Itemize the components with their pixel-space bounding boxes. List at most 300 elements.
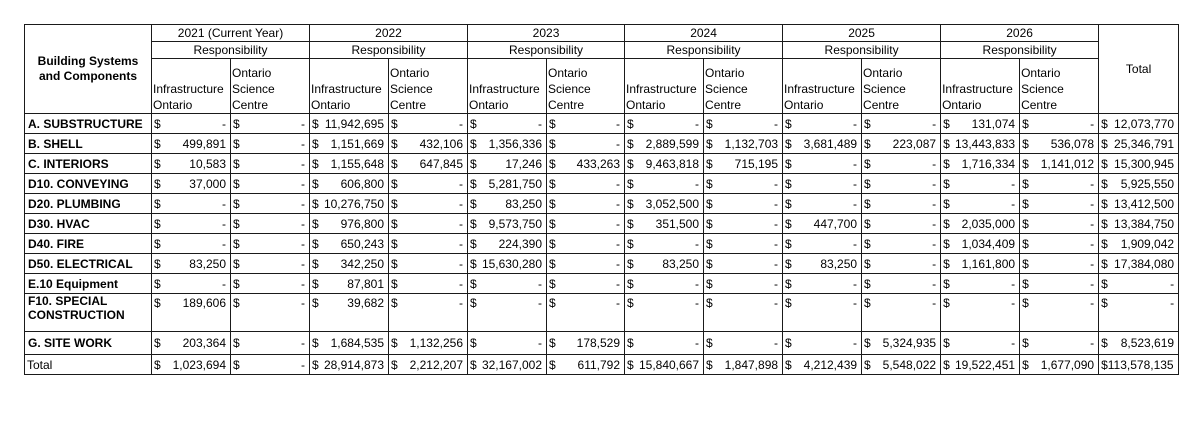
cell-value: 1,356,336 [488, 136, 543, 151]
currency-symbol: $ [154, 116, 161, 131]
cell-value: - [774, 296, 779, 310]
currency-symbol: $ [864, 156, 871, 171]
currency-symbol: $ [943, 136, 950, 151]
currency-symbol: $ [785, 357, 792, 372]
money-cell [704, 154, 783, 174]
currency-symbol: $ [627, 216, 634, 231]
table-row [25, 294, 1179, 332]
money-cell [231, 174, 310, 194]
cell-value: 1,023,694 [172, 357, 226, 372]
money-cell [1099, 154, 1179, 174]
cell-value: - [301, 136, 305, 151]
money-cell [310, 134, 389, 154]
currency-symbol: $ [864, 216, 871, 231]
table-row [25, 254, 1179, 274]
currency-symbol: $ [549, 336, 556, 350]
cell-value: - [932, 256, 937, 271]
cell-value: 3,052,500 [645, 196, 700, 211]
cell-value: 2,035,000 [961, 216, 1016, 231]
currency-symbol: $ [154, 256, 161, 271]
currency-symbol: $ [154, 296, 161, 310]
responsibility-header: Responsibility [310, 42, 468, 59]
money-cell [468, 194, 547, 214]
money-cell [941, 294, 1020, 332]
total-header: Total [1099, 25, 1179, 114]
row-label: C. INTERIORS [25, 154, 152, 174]
cell-value: - [301, 276, 305, 291]
cell-value: 12,073,770 [1114, 116, 1175, 131]
table-row [25, 234, 1179, 254]
currency-symbol: $ [627, 196, 634, 211]
ontario-science-centre-header: Ontario Science Centre [862, 59, 941, 114]
money-cell [231, 154, 310, 174]
cell-value: 32,167,002 [481, 357, 543, 372]
cell-value: - [774, 196, 779, 211]
currency-symbol: $ [785, 236, 792, 251]
money-cell [231, 332, 310, 355]
cell-value: - [853, 116, 858, 131]
cell-value: 28,914,873 [323, 357, 384, 372]
cell-value: - [1090, 276, 1095, 291]
cell-value: 499,891 [182, 136, 226, 151]
currency-symbol: $ [233, 336, 240, 350]
cell-value: 2,212,207 [409, 357, 464, 372]
cell-value: 83,250 [662, 256, 700, 271]
cell-value: 17,384,080 [1114, 256, 1175, 271]
currency-symbol: $ [391, 336, 398, 350]
currency-symbol: $ [627, 156, 634, 171]
money-cell [625, 214, 704, 234]
money-cell [1020, 114, 1099, 134]
money-cell [704, 355, 783, 375]
responsibility-header: Responsibility [783, 42, 941, 59]
currency-symbol: $ [1101, 156, 1108, 171]
currency-symbol: $ [391, 176, 398, 191]
subheader-row [25, 59, 1179, 114]
row-label: E.10 Equipment [25, 274, 152, 294]
cell-value: 15,630,280 [481, 256, 543, 271]
money-cell [1020, 254, 1099, 274]
money-cell [231, 355, 310, 375]
money-cell [862, 154, 941, 174]
infrastructure-ontario-header: Infrastructure Ontario [310, 59, 389, 114]
money-cell [941, 194, 1020, 214]
currency-symbol: $ [470, 256, 477, 271]
cell-value: 1,155,648 [330, 156, 384, 171]
cell-value: - [1090, 216, 1095, 231]
cell-value: 10,276,750 [323, 196, 384, 211]
money-cell [783, 274, 862, 294]
cell-value: 447,700 [813, 216, 858, 231]
currency-symbol: $ [154, 196, 161, 211]
ontario-science-centre-header: Ontario Science Centre [389, 59, 468, 114]
cell-value: - [616, 256, 621, 271]
currency-symbol: $ [233, 116, 240, 131]
cell-value: - [301, 176, 305, 191]
money-cell [704, 194, 783, 214]
currency-symbol: $ [706, 136, 713, 151]
currency-symbol: $ [1101, 276, 1108, 291]
cell-value: 433,263 [576, 156, 621, 171]
currency-symbol: $ [154, 136, 161, 151]
responsibility-row [25, 42, 1179, 59]
currency-symbol: $ [470, 276, 477, 291]
row-label: D50. ELECTRICAL [25, 254, 152, 274]
cell-value: - [222, 116, 226, 131]
cell-value: 83,250 [505, 196, 543, 211]
money-cell [310, 194, 389, 214]
cell-value: - [1170, 296, 1175, 310]
money-cell [547, 214, 625, 234]
cell-value: 5,281,750 [488, 176, 543, 191]
currency-symbol: $ [549, 276, 556, 291]
money-cell [625, 134, 704, 154]
responsibility-header: Responsibility [941, 42, 1099, 59]
currency-symbol: $ [785, 256, 792, 271]
money-cell [941, 332, 1020, 355]
currency-symbol: $ [943, 296, 950, 310]
money-cell [704, 114, 783, 134]
building-systems-cost-table [24, 24, 1179, 375]
money-cell [941, 355, 1020, 375]
money-cell [468, 254, 547, 274]
currency-symbol: $ [706, 216, 713, 231]
currency-symbol: $ [785, 116, 792, 131]
money-cell [152, 174, 231, 194]
cell-value: 976,800 [340, 216, 384, 231]
cell-value: - [774, 116, 779, 131]
responsibility-header: Responsibility [468, 42, 625, 59]
money-cell [1020, 274, 1099, 294]
responsibility-header: Responsibility [152, 42, 310, 59]
ontario-science-centre-header: Ontario Science Centre [547, 59, 625, 114]
infrastructure-ontario-header: Infrastructure Ontario [941, 59, 1020, 114]
cell-value: - [459, 236, 464, 251]
currency-symbol: $ [943, 196, 950, 211]
money-cell [704, 134, 783, 154]
row-label: A. SUBSTRUCTURE [25, 114, 152, 134]
cell-value: - [774, 236, 779, 251]
money-cell [704, 254, 783, 274]
money-cell [704, 274, 783, 294]
table-row [25, 214, 1179, 234]
cell-value: - [932, 236, 937, 251]
cell-value: - [932, 116, 937, 131]
cell-value: 647,845 [419, 156, 464, 171]
money-cell [1020, 174, 1099, 194]
currency-symbol: $ [943, 236, 950, 251]
currency-symbol: $ [391, 156, 398, 171]
money-cell [468, 294, 547, 332]
cell-value: - [1011, 196, 1016, 211]
money-cell [547, 254, 625, 274]
ontario-science-centre-header: Ontario Science Centre [231, 59, 310, 114]
currency-symbol: $ [549, 176, 556, 191]
cell-value: 178,529 [576, 336, 621, 350]
cell-value: 8,523,619 [1120, 336, 1175, 350]
currency-symbol: $ [627, 236, 634, 251]
money-cell [625, 114, 704, 134]
cell-value: - [616, 196, 621, 211]
money-cell [1020, 355, 1099, 375]
money-cell [389, 154, 468, 174]
money-cell [231, 114, 310, 134]
cell-value: 223,087 [892, 136, 937, 151]
total-row [25, 355, 1179, 375]
year-header: 2023 [468, 25, 625, 42]
ontario-science-centre-header: Ontario Science Centre [704, 59, 783, 114]
currency-symbol: $ [233, 357, 240, 372]
currency-symbol: $ [943, 336, 950, 350]
cell-value: - [1090, 176, 1095, 191]
cell-value: - [301, 236, 305, 251]
money-cell [625, 194, 704, 214]
year-header: 2026 [941, 25, 1099, 42]
table-row [25, 174, 1179, 194]
currency-symbol: $ [864, 276, 871, 291]
currency-symbol: $ [1022, 216, 1029, 231]
money-cell [1099, 114, 1179, 134]
cell-value: 203,364 [182, 336, 226, 350]
cell-value: - [932, 176, 937, 191]
currency-symbol: $ [1101, 216, 1108, 231]
cell-value: - [616, 296, 621, 310]
currency-symbol: $ [1101, 296, 1108, 310]
cell-value: 536,078 [1050, 136, 1095, 151]
cell-value: - [1090, 336, 1095, 350]
money-cell [1020, 134, 1099, 154]
currency-symbol: $ [943, 156, 950, 171]
money-cell [310, 274, 389, 294]
cell-value: 351,500 [655, 216, 700, 231]
row-label: D10. CONVEYING [25, 174, 152, 194]
money-cell [862, 355, 941, 375]
money-cell [704, 234, 783, 254]
money-cell [1099, 174, 1179, 194]
cell-value: 87,801 [347, 276, 384, 291]
currency-symbol: $ [154, 156, 161, 171]
currency-symbol: $ [1022, 156, 1029, 171]
currency-symbol: $ [706, 276, 713, 291]
money-cell [547, 332, 625, 355]
currency-symbol: $ [785, 136, 792, 151]
money-cell [231, 214, 310, 234]
money-cell [704, 214, 783, 234]
cell-value: - [774, 276, 779, 291]
currency-symbol: $ [154, 336, 161, 350]
currency-symbol: $ [549, 216, 556, 231]
currency-symbol: $ [943, 116, 950, 131]
money-cell [152, 355, 231, 375]
table-row [25, 194, 1179, 214]
money-cell [547, 294, 625, 332]
money-cell [1020, 332, 1099, 355]
cell-value: - [301, 116, 305, 131]
currency-symbol: $ [391, 256, 398, 271]
money-cell [783, 214, 862, 234]
money-cell [468, 154, 547, 174]
money-cell [389, 234, 468, 254]
currency-symbol: $ [312, 156, 319, 171]
cell-value: 1,909,042 [1120, 236, 1175, 251]
money-cell [783, 294, 862, 332]
money-cell [152, 254, 231, 274]
cell-value: - [1011, 176, 1016, 191]
money-cell [231, 274, 310, 294]
currency-symbol: $ [1101, 176, 1108, 191]
currency-symbol: $ [627, 276, 634, 291]
money-cell [547, 234, 625, 254]
currency-symbol: $ [706, 256, 713, 271]
money-cell [389, 214, 468, 234]
cell-value: - [616, 116, 621, 131]
cell-value: - [301, 196, 305, 211]
money-cell [547, 274, 625, 294]
money-cell [1099, 332, 1179, 355]
cell-value: 83,250 [189, 256, 226, 271]
cell-value: - [1011, 276, 1016, 291]
table-row [25, 274, 1179, 294]
money-cell [625, 154, 704, 174]
money-cell [468, 332, 547, 355]
currency-symbol: $ [1022, 336, 1029, 350]
money-cell [152, 332, 231, 355]
money-cell [862, 174, 941, 194]
cell-value: 432,106 [419, 136, 464, 151]
cell-value: 1,716,334 [961, 156, 1016, 171]
money-cell [310, 214, 389, 234]
currency-symbol: $ [470, 156, 477, 171]
cell-value: - [853, 156, 858, 171]
money-cell [1020, 234, 1099, 254]
money-cell [310, 355, 389, 375]
currency-symbol: $ [785, 336, 792, 350]
row-label: D30. HVAC [25, 214, 152, 234]
money-cell [1020, 294, 1099, 332]
money-cell [704, 332, 783, 355]
cell-value: - [695, 116, 700, 131]
currency-symbol: $ [391, 276, 398, 291]
currency-symbol: $ [785, 296, 792, 310]
currency-symbol: $ [706, 336, 713, 350]
currency-symbol: $ [233, 196, 240, 211]
money-cell [152, 294, 231, 332]
currency-symbol: $ [706, 236, 713, 251]
cell-value: 13,384,750 [1114, 216, 1175, 231]
currency-symbol: $ [549, 116, 556, 131]
currency-symbol: $ [312, 116, 319, 131]
currency-symbol: $ [470, 357, 477, 372]
money-cell [310, 154, 389, 174]
currency-symbol: $ [154, 216, 161, 231]
money-cell [1099, 274, 1179, 294]
cell-value: - [853, 296, 858, 310]
cell-value: 1,161,800 [961, 256, 1016, 271]
currency-symbol: $ [549, 256, 556, 271]
money-cell [152, 214, 231, 234]
money-cell [231, 294, 310, 332]
currency-symbol: $ [864, 336, 871, 350]
cell-value: - [222, 236, 226, 251]
currency-symbol: $ [1101, 116, 1108, 131]
money-cell [1099, 134, 1179, 154]
cell-value: - [695, 276, 700, 291]
cell-value: 131,074 [971, 116, 1016, 131]
currency-symbol: $ [312, 336, 319, 350]
currency-symbol: $ [1022, 357, 1029, 372]
currency-symbol: $ [233, 136, 240, 151]
money-cell [862, 194, 941, 214]
cell-value: 1,847,898 [724, 357, 779, 372]
money-cell [389, 355, 468, 375]
cell-value: - [459, 296, 464, 310]
currency-symbol: $ [943, 256, 950, 271]
currency-symbol: $ [943, 357, 950, 372]
money-cell [862, 294, 941, 332]
currency-symbol: $ [549, 136, 556, 151]
currency-symbol: $ [1101, 336, 1108, 350]
currency-symbol: $ [391, 116, 398, 131]
money-cell [468, 234, 547, 254]
currency-symbol: $ [864, 196, 871, 211]
money-cell [941, 114, 1020, 134]
currency-symbol: $ [785, 156, 792, 171]
currency-symbol: $ [470, 176, 477, 191]
cell-value: - [1090, 116, 1095, 131]
money-cell [941, 134, 1020, 154]
currency-symbol: $ [549, 296, 556, 310]
cell-value: - [695, 296, 700, 310]
currency-symbol: $ [233, 216, 240, 231]
cell-value: - [853, 236, 858, 251]
cell-value: 17,246 [505, 156, 543, 171]
money-cell [862, 254, 941, 274]
money-cell [862, 274, 941, 294]
currency-symbol: $ [312, 136, 319, 151]
cell-value: 224,390 [498, 236, 543, 251]
money-cell [547, 154, 625, 174]
cell-value: - [459, 196, 464, 211]
row-label: G. SITE WORK [25, 332, 152, 355]
cell-value: - [932, 196, 937, 211]
currency-symbol: $ [154, 276, 161, 291]
money-cell [625, 254, 704, 274]
money-cell [310, 332, 389, 355]
currency-symbol: $ [1022, 176, 1029, 191]
cell-value: - [774, 176, 779, 191]
currency-symbol: $ [706, 296, 713, 310]
currency-symbol: $ [391, 216, 398, 231]
cell-value: - [932, 296, 937, 310]
cell-value: 5,324,935 [882, 336, 937, 350]
table-row [25, 134, 1179, 154]
money-cell [468, 274, 547, 294]
year-header: 2021 (Current Year) [152, 25, 310, 42]
money-cell [547, 174, 625, 194]
money-cell [625, 294, 704, 332]
money-cell [783, 234, 862, 254]
money-cell [468, 134, 547, 154]
money-cell [152, 114, 231, 134]
currency-symbol: $ [470, 216, 477, 231]
currency-symbol: $ [627, 336, 634, 350]
currency-symbol: $ [154, 176, 161, 191]
money-cell [783, 194, 862, 214]
money-cell [152, 194, 231, 214]
money-cell [152, 134, 231, 154]
cell-value: 1,034,409 [961, 236, 1016, 251]
money-cell [1099, 234, 1179, 254]
